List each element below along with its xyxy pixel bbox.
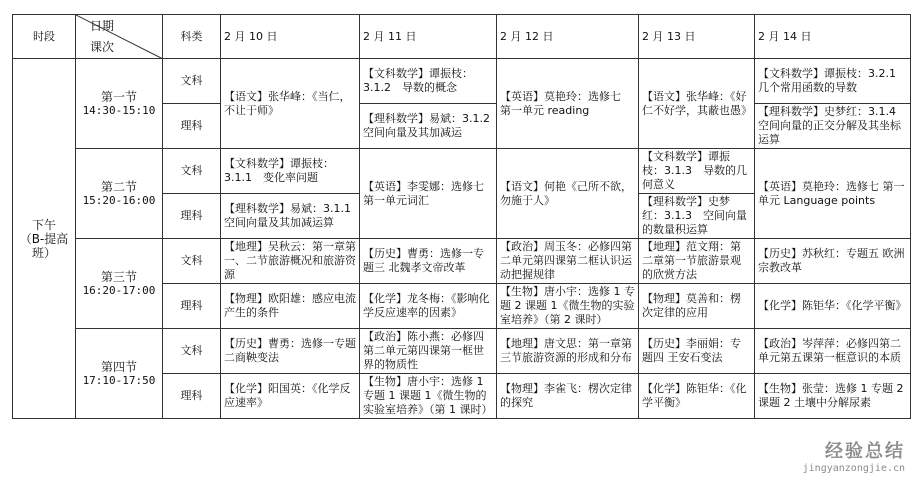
table-row	[13, 59, 911, 104]
lesson-cell: 【物理】李雀飞：楞次定律的探究	[497, 374, 639, 419]
session-time: 16:20-17:00	[82, 283, 156, 297]
lesson-cell: 【生物】唐小宇：选修 1 专题 2 课题 1《微生物的实验室培养》（第 2 课时）	[497, 284, 639, 329]
header-row	[13, 15, 911, 59]
watermark-title: 经验总结	[825, 441, 905, 462]
lesson-cell: 【文科数学】谭振枝：3.1.2 导数的概念	[360, 59, 497, 104]
lesson-cell: 【政治】陈小燕：必修四第二单元第四课第一框世界的物质性	[360, 329, 497, 374]
session-cell	[76, 149, 163, 239]
lesson-cell: 【物理】莫善和：楞次定律的应用	[639, 284, 755, 329]
lesson-cell: 【理科数学】易斌：3.1.2 空间向量及其加减运	[360, 104, 497, 149]
track-label: 理科	[163, 374, 221, 419]
track-label: 理科	[163, 284, 221, 329]
lesson-label: 课次	[90, 40, 115, 54]
track-label: 文科	[163, 329, 221, 374]
lesson-cell: 【化学】阳国英：《化学反应速率》	[221, 374, 360, 419]
lesson-cell: 【英语】莫艳玲：选修七 第一单元 reading	[497, 59, 639, 149]
diagonal-line	[76, 15, 163, 59]
lesson-cell: 【地理】唐文思：第一章第三节旅游资源的形成和分布	[497, 329, 639, 374]
date-label: 日期	[89, 19, 114, 33]
lesson-cell: 【文科数学】谭振枝：3.1.1 变化率问题	[221, 149, 360, 194]
lesson-cell: 【历史】曹勇：选修一专题二商鞅变法	[221, 329, 360, 374]
lesson-cell: 【生物】唐小宇：选修 1 专题 1 课题 1《微生物的实验室培养》（第 1 课时）	[360, 374, 497, 419]
watermark	[803, 437, 905, 474]
session-cell	[76, 59, 163, 149]
track-label: 文科	[163, 149, 221, 194]
lesson-cell: 【语文】张华峰：《当仁，不让于师》	[221, 59, 360, 149]
table-row	[13, 329, 911, 374]
session-name: 第一节	[100, 89, 137, 104]
session-time: 15:20-16:00	[82, 193, 156, 207]
lesson-cell: 【政治】周玉冬：必修四第二单元第四课第二框认识运动把握规律	[497, 239, 639, 284]
session-cell	[76, 239, 163, 329]
lesson-cell: 【英语】李雯娜：选修七 第一单元词汇	[360, 149, 497, 239]
session-name: 第二节	[100, 179, 137, 194]
track-label: 文科	[163, 239, 221, 284]
lesson-cell: 【地理】范文翔：第二章第一节旅游景观的欣赏方法	[639, 239, 755, 284]
class-name: （B-提高班）	[19, 231, 69, 260]
lesson-cell: 【理科数学】史梦红：3.1.4 空间向量的正交分解及其坐标运算	[755, 104, 911, 149]
lesson-cell: 【地理】吴秋云：第一章第一、二节旅游概况和旅游资源	[221, 239, 360, 284]
lesson-cell: 【英语】莫艳玲：选修七 第一单元 Language points	[755, 149, 911, 239]
period-name: 下午	[31, 217, 56, 232]
lesson-cell: 【历史】曹勇：选修一专题三 北魏孝文帝改革	[360, 239, 497, 284]
session-name: 第三节	[100, 269, 137, 284]
watermark-url: jingyanzongjie.cn	[802, 463, 905, 474]
date-header: 2 月 11 日	[360, 15, 497, 59]
lesson-cell: 【化学】龙冬梅：《影响化学反应速率的因素》	[360, 284, 497, 329]
date-lesson-header	[76, 15, 163, 59]
track-label: 理科	[163, 104, 221, 149]
table-row	[13, 149, 911, 194]
session-cell	[76, 329, 163, 419]
lesson-cell: 【化学】陈钜华：《化学平衡》	[755, 284, 911, 329]
table-row	[13, 239, 911, 284]
period-cell	[13, 59, 76, 419]
date-header: 2 月 12 日	[497, 15, 639, 59]
track-label: 理科	[163, 194, 221, 239]
date-header: 2 月 10 日	[221, 15, 360, 59]
schedule-table	[12, 14, 911, 419]
lesson-cell: 【化学】陈钜华：《化学平衡》	[639, 374, 755, 419]
session-name: 第四节	[100, 359, 137, 374]
period-header: 时段	[13, 15, 76, 59]
session-time: 17:10-17:50	[82, 373, 156, 387]
session-time: 14:30-15:10	[82, 103, 156, 117]
lesson-cell: 【生物】张莹：选修 1 专题 2 课题 2 土壤中分解尿素	[755, 374, 911, 419]
track-label: 文科	[163, 59, 221, 104]
lesson-cell: 【历史】李丽娟：专题四 王安石变法	[639, 329, 755, 374]
lesson-cell: 【理科数学】史梦红：3.1.3 空间向量的数量积运算	[639, 194, 755, 239]
subject-header: 科类	[163, 15, 221, 59]
lesson-cell: 【语文】何艳《己所不欲，勿施于人》	[497, 149, 639, 239]
lesson-cell: 【文科数学】谭振枝：3.2.1 几个常用函数的导数	[755, 59, 911, 104]
lesson-cell: 【物理】欧阳雄：感应电流产生的条件	[221, 284, 360, 329]
date-header: 2 月 13 日	[639, 15, 755, 59]
date-header: 2 月 14 日	[755, 15, 911, 59]
lesson-cell: 【政治】岑萍萍：必修四第二单元第五课第一框意识的本质	[755, 329, 911, 374]
lesson-cell: 【历史】苏秋红：专题五 欧洲宗教改革	[755, 239, 911, 284]
lesson-cell: 【理科数学】易斌：3.1.1 空间向量及其加减运算	[221, 194, 360, 239]
lesson-cell: 【文科数学】谭振枝：3.1.3 导数的几何意义	[639, 149, 755, 194]
lesson-cell: 【语文】张华峰：《好仁不好学，其蔽也愚》	[639, 59, 755, 149]
